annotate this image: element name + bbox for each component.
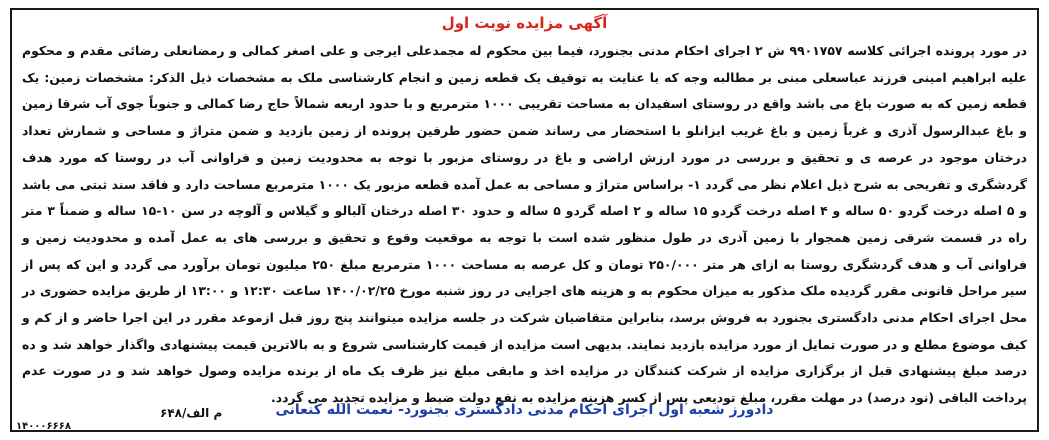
serial-number: ۱۴۰۰۰۶۶۶۸ <box>16 421 71 432</box>
notice-signature: دادورز شعبه اول اجرای احکام مدنی دادگستری بجنورد- نعمت الله کنعانی <box>275 402 774 418</box>
notice-title: آگهی مزایده نوبت اول <box>441 14 608 32</box>
notice-body: در مورد پرونده اجرائی کلاسه ۹۹۰۱۷۵۷ ش ۲ اجرای احکام مدنی بجنورد، فیما بین محکوم له مجمدعلی ایرجی و علی اصغر کمالی و رمضانعلی رضائی مقدم و محکوم علیه ابراهیم امینی فرزند عباسعلی مبنی بر مطالبه وجه که با عنایت به توقیف یک قطعه زمین و انجام کارشناسی ملک به مشخصات ذیل الذکر: مشخصات زمین: یک قطعه زمین که به صورت باغ می باشد واقع در روستای اسفیدان به مساحت تقریبی ۱۰۰۰ مترمربع و با حدود اربعه شمالاً حاج رضا کمالی و جنوباً جوی آب شرقا زمین و باغ عبدالرسول آذری و غرباً زمین و باغ غریب ایزانلو با استحضار می رساند ضمن حضور طرفین پرونده از زمین بازدید و ضمن متراژ و مساحی و شمارش تعداد درختان موجود در عرصه ی و تحقیق و بررسی در مورد ارزش اراضی و باغ در روستای مزبور با توجه به محدودیت زمین و فراوانی آب در روستا که مورد هدف گردشگری و تفریحی به شرح ذیل اعلام نظر می گردد ۱- براساس متراژ و مساحی به عمل آمده قطعه مزبور یک ۱۰۰۰ مترمربع مساحت دارد و فاقد سند ثبتی می باشد و ۵ اصله درخت گردو ۵۰ ساله و ۴ اصله درخت گردو ۱۵ ساله و ۲ اصله گردو ۵ ساله و حدود ۳۰ اصله درختان آلبالو و گیلاس و آلوچه در سن ۱۰-۱۵ ساله و ضمناً ۳ متر راه در قسمت شرقی زمین همجوار با زمین آذری در طول منظور شده است با توجه به موقعیت وقوع و تحقیق و بررسی های به عمل آمده و محدودیت زمین و فراوانی آب و هدف گردشگری روستا به ازای هر متر ۲۵۰/۰۰۰ تومان و کل عرصه به مساحت ۱۰۰۰ مترمربع مبلغ ۲۵۰ میلیون تومان برآورد می گردد و این که پس از سیر مراحل قانونی مقرر گردیده ملک مذکور به میزان محکوم به و هزینه های اجرایی در روز شنبه مورخ ۱۴۰۰/۰۲/۲۵ ساعت ۱۲:۳۰ و ۱۳:۰۰ از طریق مزایده حضوری در محل اجرای احکام مدنی دادگستری بجنورد به فروش برسد، بنابراین متقاضیان شرکت در جلسه مزایده میتوانند پنج روز قبل ازموعد مقرر در این اجرا حاضر و از کم و کیف موضوع مطلع و در صورت تمایل از مورد مزایده بازدید نمایند. بدیهی است مزایده از قیمت کارشناسی شروع و به بالاترین قیمت پیشنهادی واگذار خواهد شد و ده درصد مبلغ پیشنهادی قبل از برگزاری مزایده از شرکت کنندگان در مزایده اخذ و مابقی مبلغ نیز ظرف یک ماه از برنده مزایده وصول خواهد شد و در صورت عدم پرداخت الباقی (نود درصد) در مهلت مقرر، مبلغ تودیعی پس از کسر هزینه مزایده به نفع دولت ضبط و مزایده تجدید می گردد. <box>22 43 1028 406</box>
auction-notice <box>10 8 1039 432</box>
reference-code: م الف/۶۴۸ <box>160 406 223 420</box>
